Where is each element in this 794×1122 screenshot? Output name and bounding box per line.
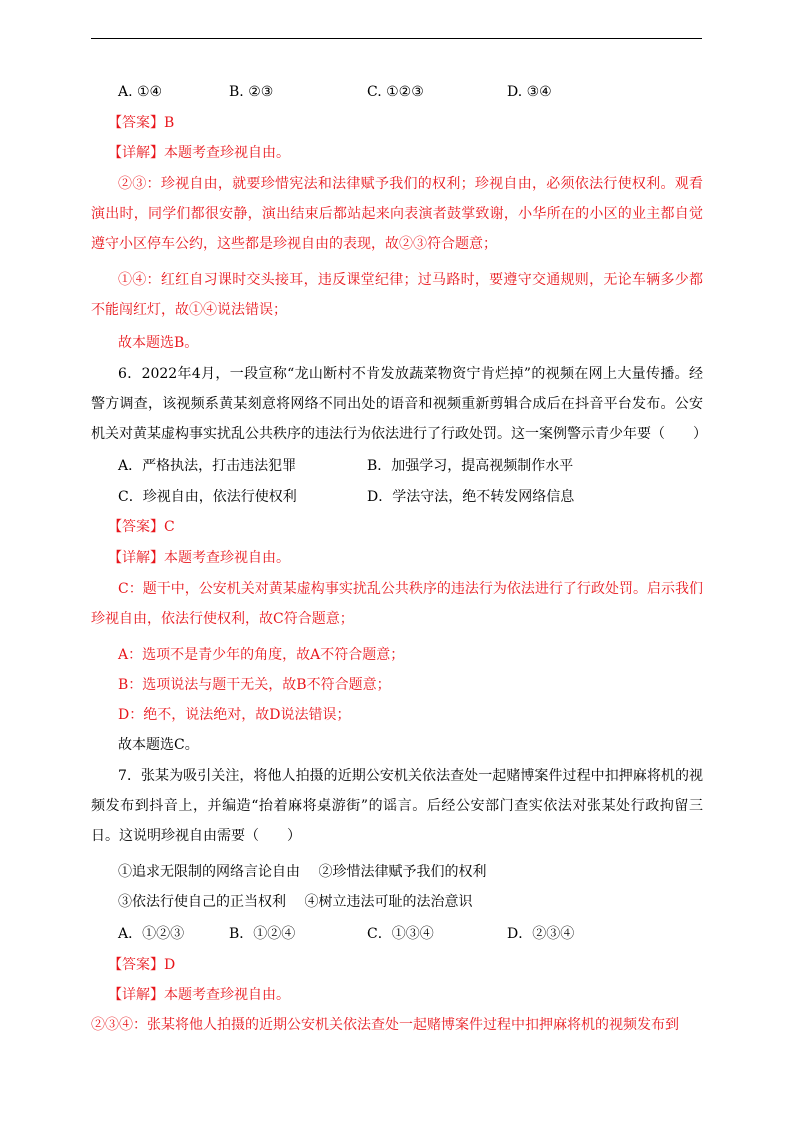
- q6-explanation-b: B：选项说法与题干无关，故B不符合题意；: [118, 677, 391, 693]
- q7-option-a: A．①②③: [118, 926, 185, 942]
- q6-explanation-a: A：选项不是青少年的角度，故A不符合题意；: [118, 647, 405, 663]
- q6-option-d: D．学法守法，绝不转发网络信息: [367, 489, 575, 505]
- q7-answer: 【答案】D: [108, 957, 176, 973]
- q6-answer: 【答案】C: [108, 519, 175, 535]
- q7-option-d: D．②③④: [507, 926, 575, 942]
- q5-option-a: A. ①④: [118, 84, 163, 100]
- q7-stem: 7．张某为吸引关注，将他人拍摄的近期公安机关依法查处一起赌博案件过程中扣押麻将机的视频发布到抖音上，并编造“抬着麻将桌游街”的谣言。后经公安部门查实依法对张某处行政拘留三日。这说明珍视自由需要（ ）: [91, 768, 703, 844]
- q7-option-c: C．①③④: [367, 926, 434, 942]
- q5-option-d: D. ③④: [507, 84, 552, 100]
- q6-option-c: C．珍视自由，依法行使权利: [118, 489, 297, 505]
- q7-items-row-2: ③依法行使自己的正当权利 ④树立违法可耻的法治意识: [118, 894, 473, 910]
- q5-option-c: C. ①②③: [367, 84, 424, 100]
- q6-explanation-d: D：绝不，说法绝对，故D说法错误；: [118, 707, 351, 723]
- header-rule: [91, 38, 702, 39]
- q6-detail: 【详解】本题考查珍视自由。: [108, 550, 290, 566]
- q6-option-a: A．严格执法，打击违法犯罪: [118, 458, 297, 474]
- q5-conclusion: 故本题选B。: [118, 335, 199, 351]
- q7-explanation-1: ②③④：张某将他人拍摄的近期公安机关依法查处一起赌博案件过程中扣押麻将机的视频发布到: [91, 1017, 679, 1033]
- q5-option-b: B. ②③: [229, 84, 274, 100]
- q6-option-b: B．加强学习，提高视频制作水平: [367, 458, 574, 474]
- q7-detail: 【详解】本题考查珍视自由。: [108, 987, 290, 1003]
- q5-answer: 【答案】B: [108, 115, 175, 131]
- q5-explanation-2: ①④：红红自习课时交头接耳，违反课堂纪律；过马路时，要遵守交通规则，无论车辆多少都不能闯红灯，故①④说法错误；: [91, 272, 703, 318]
- q5-explanation-1: ②③：珍视自由，就要珍惜宪法和法律赋予我们的权利；珍视自由，必须依法行使权利。观看演出时，同学们都很安静，演出结束后都站起来向表演者鼓掌致谢，小华所在的小区的业主都自觉遵守小区停车公约，这些都是珍视自由的表现，故②③符合题意；: [91, 176, 703, 252]
- q7-option-b: B．①②④: [229, 926, 296, 942]
- q7-items-row-1: ①追求无限制的网络言论自由 ②珍惜法律赋予我们的权利: [118, 864, 487, 880]
- q6-explanation-c: C：题干中，公安机关对黄某虚构事实扰乱公共秩序的违法行为依法进行了行政处罚。启示我们珍视自由，依法行使权利，故C符合题意；: [91, 581, 703, 627]
- q5-detail: 【详解】本题考查珍视自由。: [108, 145, 290, 161]
- q6-conclusion: 故本题选C。: [118, 737, 199, 753]
- q6-stem: 6．2022年4月，一段宣称“龙山断村不肯发放蔬菜物资宁肯烂掉”的视频在网上大量传播。经警方调查，该视频系黄某刻意将网络不同出处的语音和视频重新剪辑合成后在抖音平台发布。公安机关对黄某虚构事实扰乱公共秩序的违法行为依法进行了行政处罚。这一案例警示青少年要（ ）: [91, 366, 707, 442]
